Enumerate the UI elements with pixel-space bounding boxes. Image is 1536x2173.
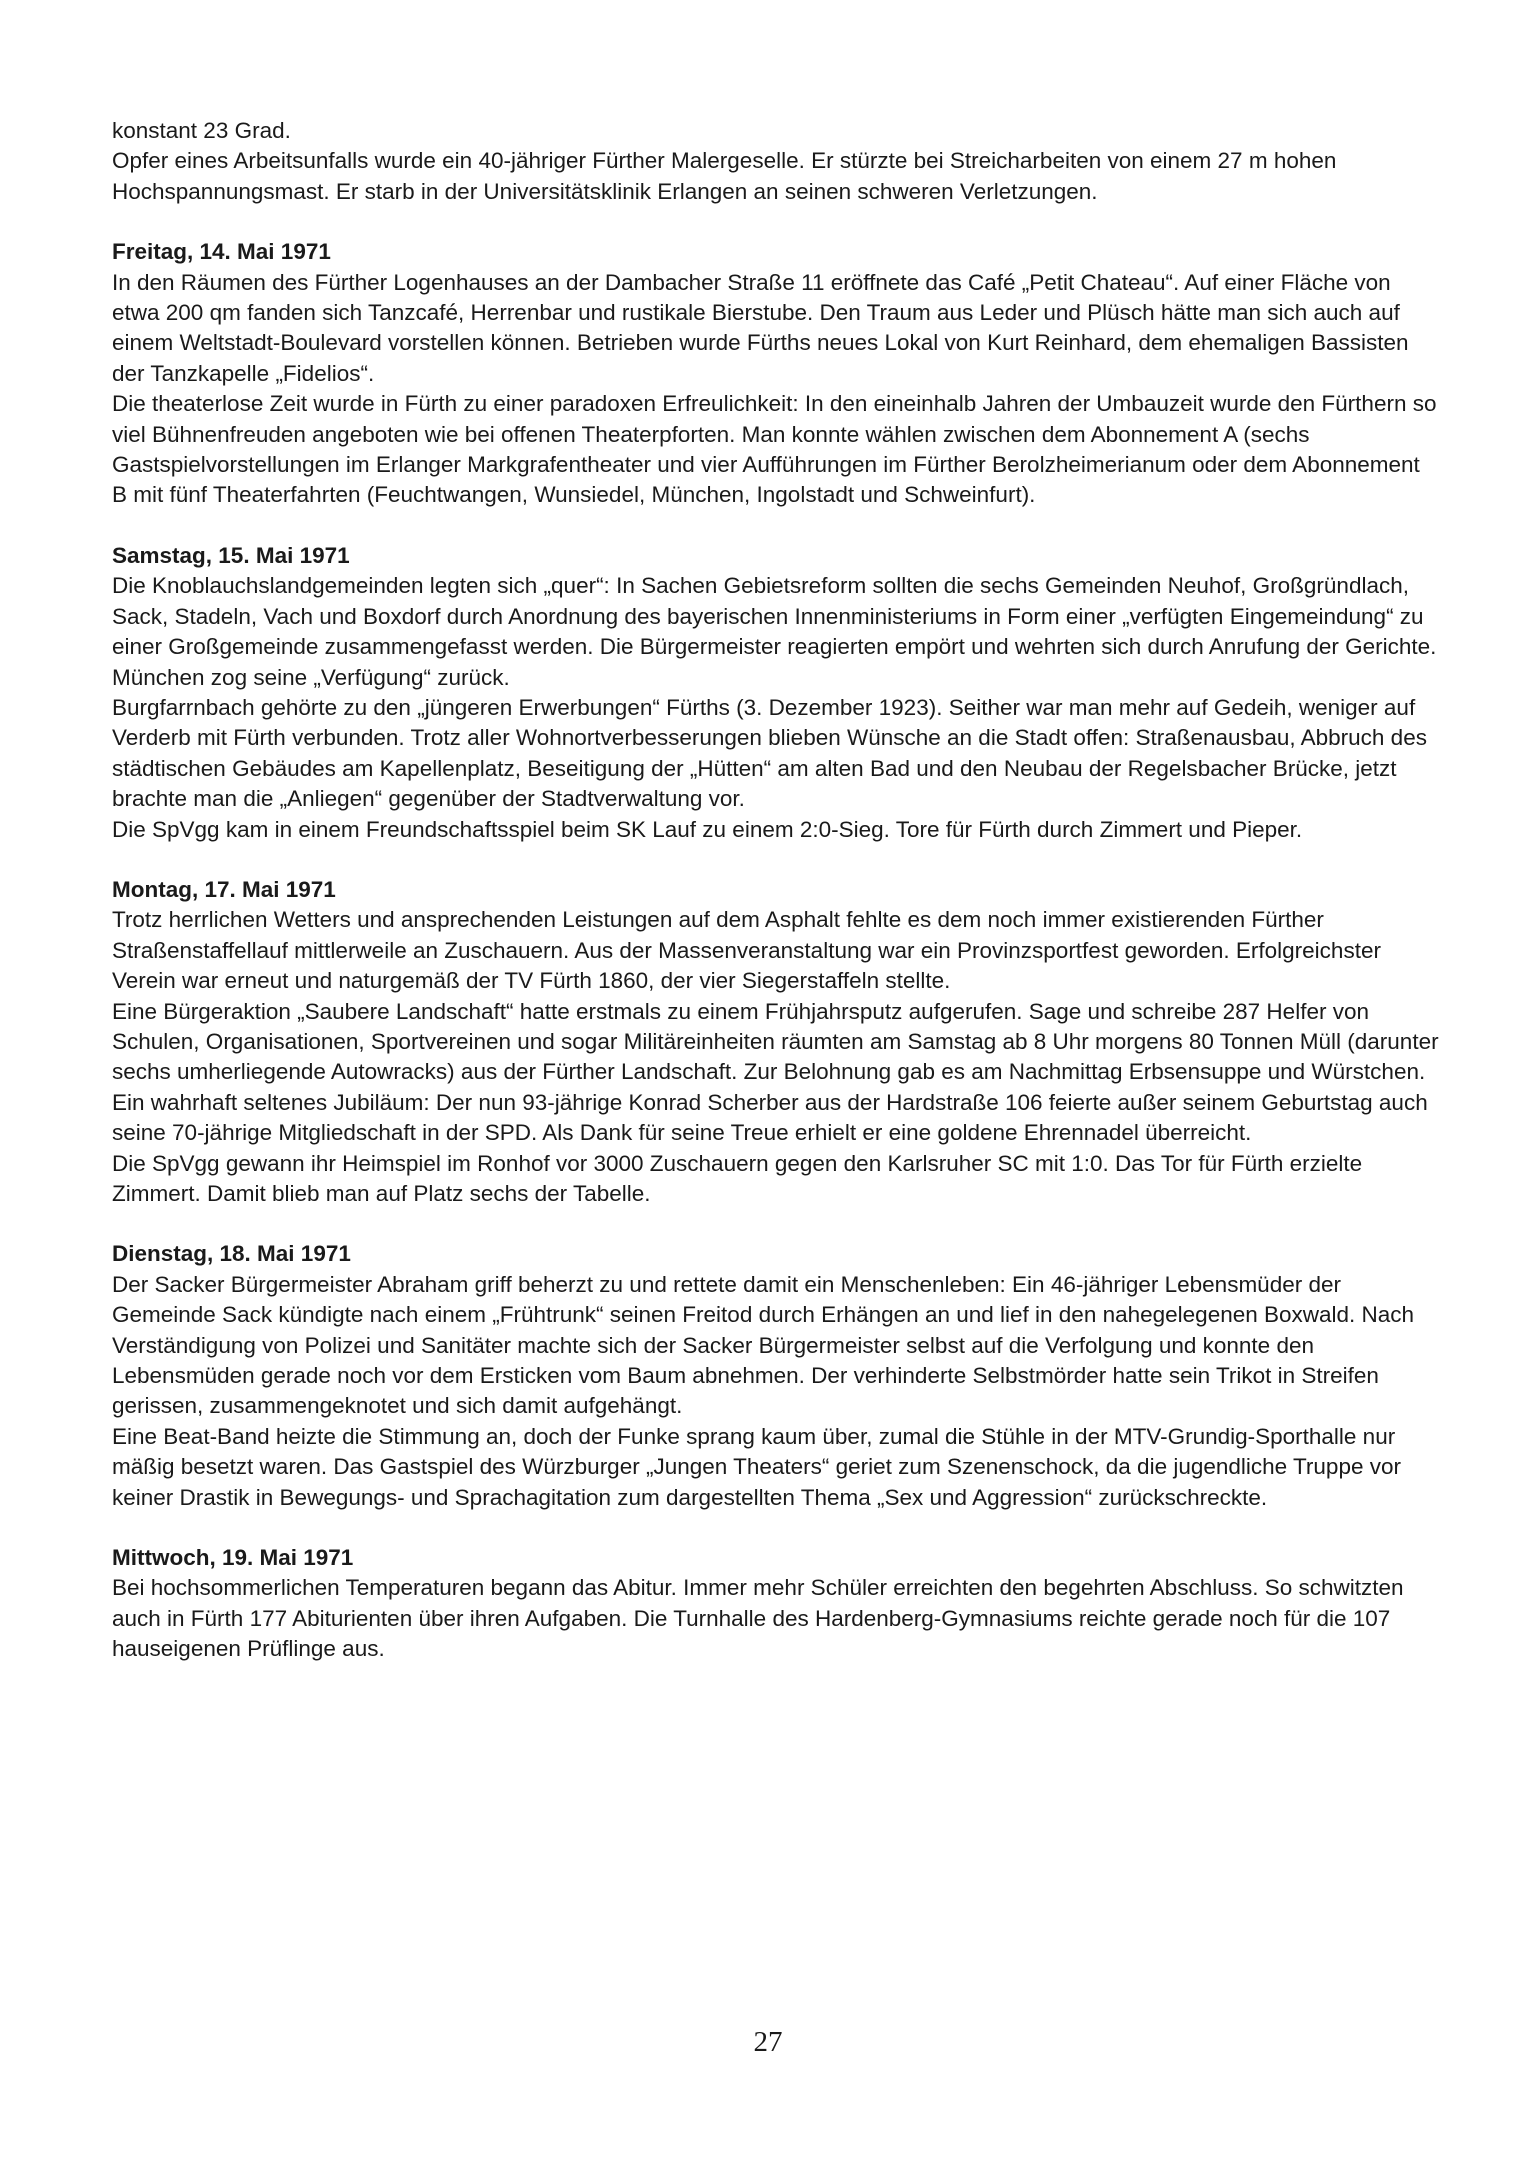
paragraph: Burgfarrnbach gehörte zu den „jüngeren Erwerbungen“ Fürths (3. Dezember 1923). Seither war man mehr auf Gedeih, weniger auf Verderb mit Fürth verbunden. Trotz aller Wohnortverbesserungen blieben Wünsche an die Stadt offen: Straßenausbau, Abbruch des städtischen Gebäudes am Kapellenplatz, Beseitigung der „Hütten“ am alten Bad und den Neubau der Regelsbacher Brücke, jetzt brachte man die „Anliegen“ gegenüber der Stadtverwaltung vor. [112, 694, 1427, 812]
paragraph: Die Knoblauchslandgemeinden legten sich „quer“: In Sachen Gebietsreform sollten die sechs Gemeinden Neuhof, Großgründlach, Sack, Stadeln, Vach und Boxdorf durch Anordnung des bayerischen Innenministeriums in Form einer „verfügten Eingemeindung“ zu einer Großgemeinde zusammengefasst werden. Die Bürgermeister reagierten empört und wehrten sich durch Anrufung der Gerichte. München zog seine „Verfügung“ zurück. [112, 573, 1437, 690]
paragraph: Die theaterlose Zeit wurde in Fürth zu einer paradoxen Erfreulichkeit: In den eineinhalb Jahren der Umbauzeit wurde den Fürthern so viel Bühnenfreuden angeboten wie bei offenen Theaterpforten. Man konnte wählen zwischen dem Abonnement A (sechs Gastspielvorstellungen im Erlanger Markgrafentheater und vier Aufführungen im Fürther Berolzheimerianum oder dem Abonnement B mit fünf Theaterfahrten (Feuchtwangen, Wunsiedel, München, Ingolstadt und Schweinfurt). [112, 391, 1437, 508]
entry-3 [112, 541, 1440, 845]
entry-5 [112, 1239, 1440, 1513]
entry-2 [112, 237, 1440, 511]
entry-date-heading: Montag, 17. Mai 1971 [112, 876, 336, 902]
entry-date-heading: Freitag, 14. Mai 1971 [112, 239, 331, 265]
paragraph: Die SpVgg kam in einem Freundschaftsspiel beim SK Lauf zu einem 2:0-Sieg. Tore für Fürth durch Zimmert und Pieper. [112, 816, 1303, 842]
paragraph: Ein wahrhaft seltenes Jubiläum: Der nun 93-jährige Konrad Scherber aus der Hardstraße 106 feierte außer seinem Geburtstag auch seine 70-jährige Mitgliedschaft in der SPD. Als Dank für seine Treue erhielt er eine goldene Ehrennadel überreicht. [112, 1089, 1428, 1146]
paragraph: Die SpVgg gewann ihr Heimspiel im Ronhof vor 3000 Zuschauern gegen den Karlsruher SC mit 1:0. Das Tor für Fürth erzielte Zimmert. Damit blieb man auf Platz sechs der Tabelle. [112, 1150, 1363, 1206]
entry-date-heading: Samstag, 15. Mai 1971 [112, 542, 350, 568]
document-page [112, 116, 1440, 1665]
entry-6 [112, 1543, 1440, 1665]
entry-date-heading: Mittwoch, 19. Mai 1971 [112, 1545, 354, 1571]
paragraph: konstant 23 Grad. [112, 118, 291, 143]
paragraph: Bei hochsommerlichen Temperaturen begann das Abitur. Immer mehr Schüler erreichten den begehrten Abschluss. So schwitzten auch in Fürth 177 Abiturienten über ihren Aufgaben. Die Turnhalle des Hardenberg-Gymnasiums reichte gerade noch für die 107 hauseigenen Prüflinge aus. [112, 1575, 1404, 1662]
intro-section [112, 116, 1440, 207]
paragraph: In den Räumen des Fürther Logenhauses an der Dambacher Straße 11 eröffnete das Café „Petit Chateau“. Auf einer Fläche von etwa 200 qm fanden sich Tanzcafé, Herrenbar und rustikale Bierstube. Den Traum aus Leder und Plüsch hätte man sich auch auf einem Weltstadt-Boulevard vorstellen können. Betrieben wurde Fürths neues Lokal von Kurt Reinhard, dem ehemaligen Bassisten der Tanzkapelle „Fidelios“. [112, 269, 1409, 386]
paragraph: Der Sacker Bürgermeister Abraham griff beherzt zu und rettete damit ein Menschenleben: Ein 46-jähriger Lebensmüder der Gemeinde Sack kündigte nach einem „Frühtrunk“ seinen Freitod durch Erhängen an und lief in den nahegelegenen Boxwald. Nach Verständigung von Polizei und Sanitäter machte sich der Sacker Bürgermeister selbst auf die Verfolgung und konnte den Lebensmüden gerade noch vor dem Ersticken vom Baum abnehmen. Der verhinderte Selbstmörder hatte sein Trikot in Streifen gerissen, zusammengeknotet und sich damit aufgehängt. [112, 1271, 1415, 1419]
paragraph: Trotz herrlichen Wetters und ansprechenden Leistungen auf dem Asphalt fehlte es dem noch immer existierenden Fürther Straßenstaffellauf mittlerweile an Zuschauern. Aus der Massenveranstaltung war ein Provinzsportfest geworden. Erfolgreichster Verein war erneut und naturgemäß der TV Fürth 1860, der vier Siegerstaffeln stellte. [112, 907, 1381, 994]
paragraph: Opfer eines Arbeitsunfalls wurde ein 40-jähriger Fürther Malergeselle. Er stürzte bei Streicharbeiten von einem 27 m hohen Hochspannungsmast. Er starb in der Universitätsklinik Erlangen an seinen schweren Verletzungen. [112, 148, 1337, 204]
entry-4 [112, 875, 1440, 1209]
entry-date-heading: Dienstag, 18. Mai 1971 [112, 1241, 351, 1267]
paragraph: Eine Bürgeraktion „Saubere Landschaft“ hatte erstmals zu einem Frühjahrsputz aufgerufen. Sage und schreibe 287 Helfer von Schulen, Organisationen, Sportvereinen und sogar Militäreinheiten räumten am Samstag ab 8 Uhr morgens 80 Tonnen Müll (darunter sechs umherliegende Autowracks) aus der Fürther Landschaft. Zur Belohnung gab es am Nachmittag Erbsensuppe und Würstchen. [112, 998, 1439, 1085]
paragraph: Eine Beat-Band heizte die Stimmung an, doch der Funke sprang kaum über, zumal die Stühle in der MTV-Grundig-Sporthalle nur mäßig besetzt waren. Das Gastspiel des Würzburger „Jungen Theaters“ geriet zum Szenenschock, da die jugendliche Truppe vor keiner Drastik in Bewegungs- und Sprachagitation zum dargestellten Thema „Sex und Aggression“ zurückschreckte. [112, 1423, 1401, 1510]
page-number: 27 [753, 2026, 783, 2058]
